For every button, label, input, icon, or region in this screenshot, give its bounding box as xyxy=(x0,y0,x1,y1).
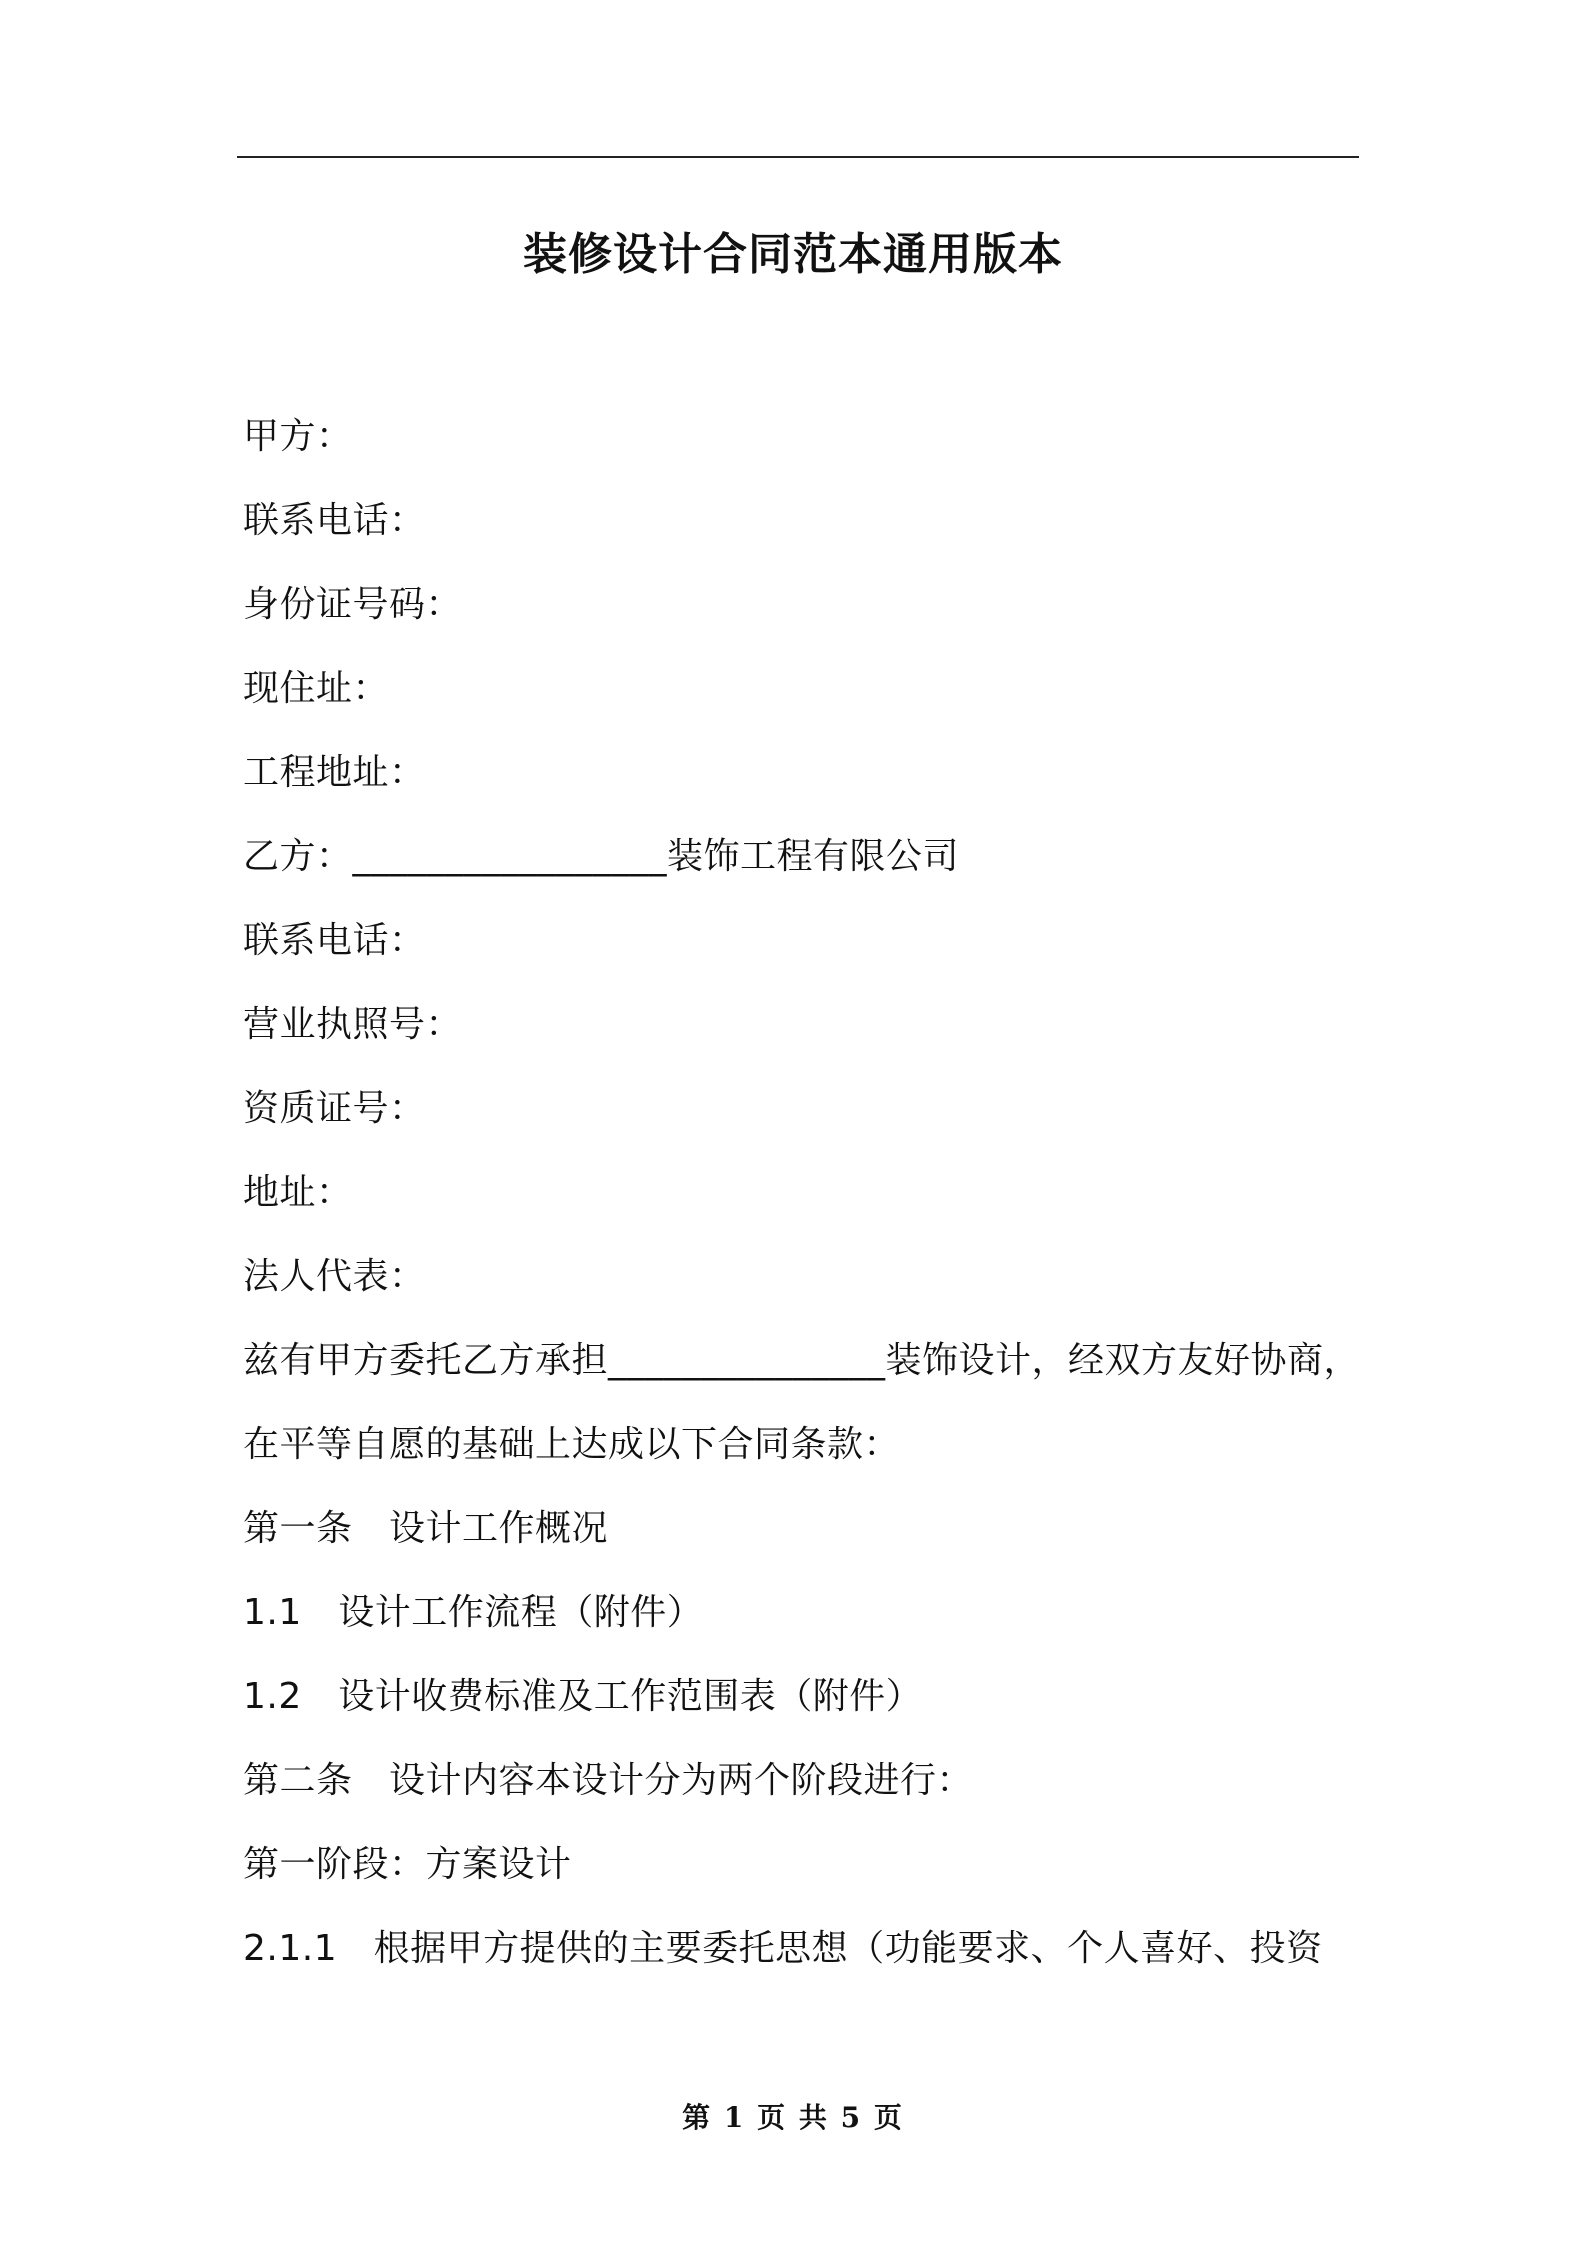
article-1-heading: 第一条 设计工作概况 xyxy=(243,1508,609,1549)
clause-2-1-1: 2.1.1 根据甲方提供的主要委托思想（功能要求、个人喜好、投资 xyxy=(243,1928,1323,1969)
header-rule xyxy=(237,156,1359,158)
party-a-id-line: 身份证号码： xyxy=(243,584,463,625)
party-b-address-line: 地址： xyxy=(243,1172,353,1213)
preamble-line-1: 兹有甲方委托乙方承担_______________装饰设计，经双方友好协商， xyxy=(243,1340,1361,1381)
article-2-heading: 第二条 设计内容本设计分为两个阶段进行： xyxy=(243,1760,974,1801)
document-title: 装修设计合同范本通用版本 xyxy=(523,229,1063,280)
party-b-phone-line: 联系电话： xyxy=(243,920,426,961)
preamble-line-2: 在平等自愿的基础上达成以下合同条款： xyxy=(243,1424,901,1465)
clause-1-2: 1.2 设计收费标准及工作范围表（附件） xyxy=(243,1676,923,1717)
party-a-phone-line: 联系电话： xyxy=(243,500,426,541)
page-footer: 第 1 页 共 5 页 xyxy=(682,2101,904,2134)
phase-1-heading: 第一阶段：方案设计 xyxy=(243,1844,572,1885)
project-address-line: 工程地址： xyxy=(243,752,426,793)
clause-1-1: 1.1 设计工作流程（附件） xyxy=(243,1592,704,1633)
business-license-line: 营业执照号： xyxy=(243,1004,463,1045)
qualification-line: 资质证号： xyxy=(243,1088,426,1129)
document-body xyxy=(243,405,1383,2001)
party-a-line: 甲方： xyxy=(243,416,353,457)
legal-representative-line: 法人代表： xyxy=(243,1256,426,1297)
party-b-line: 乙方：_________________装饰工程有限公司 xyxy=(243,836,960,877)
party-a-address-line: 现住址： xyxy=(243,668,390,709)
